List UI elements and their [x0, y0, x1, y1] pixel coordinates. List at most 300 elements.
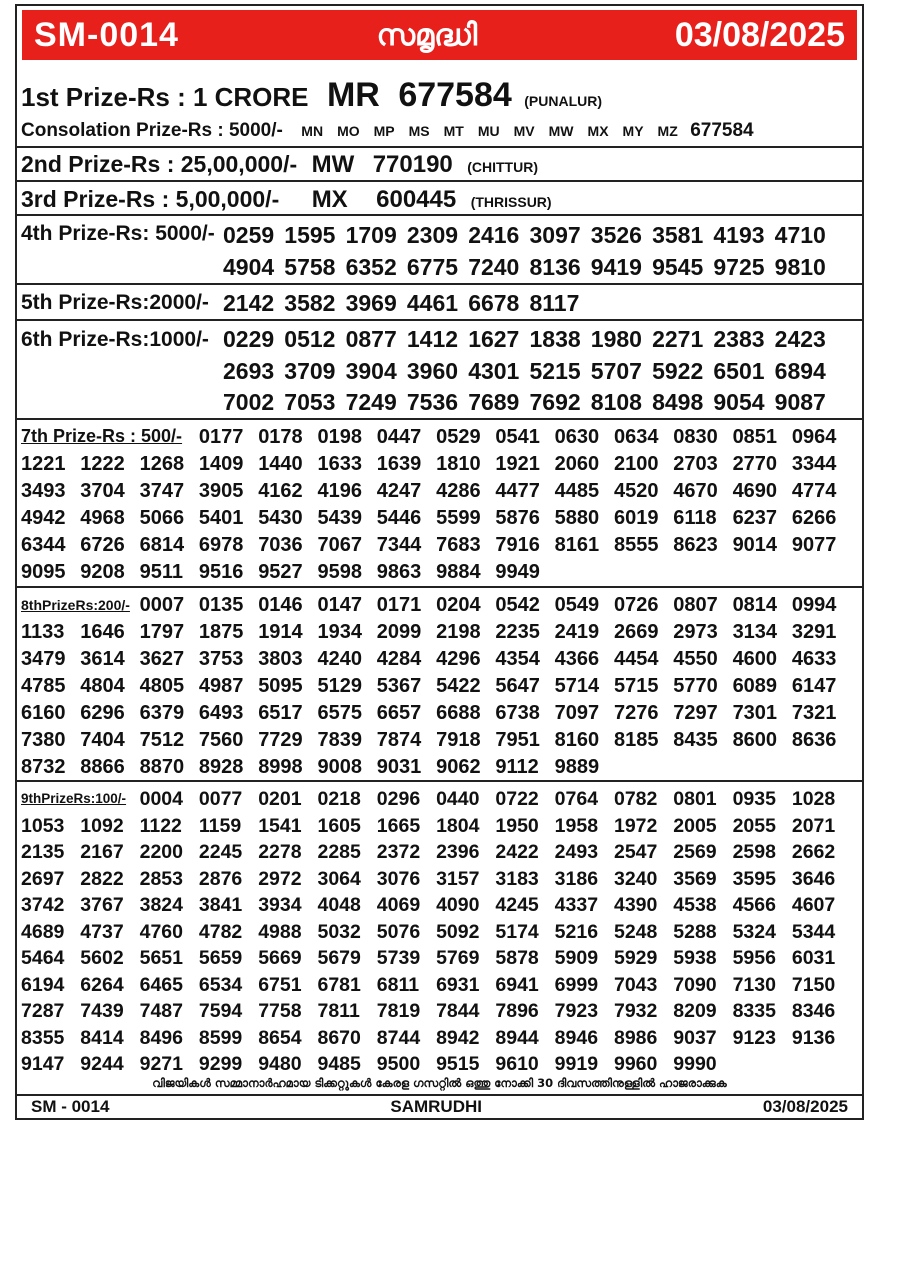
winning-number: 3157 — [436, 867, 480, 890]
winning-number: 1639 — [376, 453, 422, 475]
winning-number: 8998 — [258, 756, 303, 778]
winning-number: 5770 — [673, 675, 718, 697]
second-prize-section — [17, 148, 862, 182]
winning-number: 0004 — [139, 788, 183, 810]
first-prize-number: 677584 — [398, 76, 512, 114]
winning-number: 9884 — [436, 561, 481, 583]
consolation-series: MU — [477, 123, 500, 139]
winning-number: 4296 — [436, 648, 481, 670]
winning-number: 3747 — [139, 480, 185, 502]
winning-number: 2100 — [613, 453, 659, 475]
winning-number: 6575 — [317, 702, 362, 724]
consolation-series: MT — [443, 123, 464, 139]
consolation-row — [21, 120, 754, 142]
winning-number: 3824 — [139, 894, 183, 916]
winning-number: 2547 — [613, 841, 658, 863]
consolation-series-list — [287, 123, 677, 140]
winning-number: 8654 — [258, 1026, 302, 1049]
winning-number: 9810 — [774, 254, 826, 280]
winning-number: 3969 — [345, 290, 397, 316]
winning-number: 0807 — [673, 594, 718, 616]
winning-number: 8732 — [21, 756, 66, 778]
winning-number: 7918 — [436, 729, 481, 751]
winning-number: 5714 — [554, 675, 600, 697]
winning-number: 9062 — [436, 756, 481, 778]
winning-number: 9960 — [613, 1053, 658, 1075]
winning-number: 4390 — [613, 894, 658, 916]
winning-number: 6118 — [673, 507, 717, 529]
winning-number: 0630 — [554, 426, 600, 448]
winning-number: 3934 — [258, 894, 302, 916]
winning-number: 7923 — [554, 1000, 599, 1022]
winning-number: 8555 — [613, 534, 659, 556]
winning-number: 9147 — [21, 1053, 65, 1075]
draw-code: SM-0014 — [34, 15, 179, 54]
winning-number: 8185 — [613, 729, 659, 751]
winning-number: 8623 — [673, 534, 718, 556]
consolation-series: MX — [587, 123, 609, 139]
winning-number: 4354 — [495, 648, 540, 670]
winning-number: 0935 — [732, 788, 776, 810]
winning-number: 4048 — [317, 894, 361, 916]
winning-number: 4520 — [613, 480, 659, 502]
winning-number: 3709 — [284, 357, 336, 384]
winning-number: 7758 — [258, 1000, 302, 1022]
winning-number: 8209 — [673, 1000, 717, 1022]
winning-number: 2703 — [673, 453, 718, 475]
result-sheet — [15, 4, 864, 1120]
winning-number: 7819 — [376, 1000, 421, 1022]
winning-number: 3064 — [317, 867, 361, 890]
winning-number: 1914 — [258, 621, 303, 643]
winning-number: 4247 — [376, 480, 422, 502]
claim-note: വിജയികൾ സമ്മാനാർഹമായ ടിക്കറ്റുകൾ കേരള ഗസറ്റിൽ ഒത്തു നോക്കി 30 ദിവസത്തിനുള്ളിൽ ഹാജരാക്കുക — [152, 1076, 727, 1090]
winning-number: 2099 — [376, 621, 422, 643]
winning-number: 6160 — [21, 702, 66, 724]
winning-number: 4286 — [436, 480, 481, 502]
winning-number: 8946 — [554, 1026, 599, 1049]
winning-number: 6751 — [258, 973, 302, 996]
winning-number: 9008 — [317, 756, 362, 778]
winning-number: 5929 — [613, 947, 658, 969]
winning-number: 8944 — [495, 1026, 539, 1049]
winning-number: 6978 — [198, 534, 244, 556]
winning-number: 3344 — [791, 453, 837, 475]
winning-number: 2693 — [223, 357, 275, 384]
winning-number: 9863 — [376, 561, 422, 583]
winning-number: 5401 — [198, 507, 244, 529]
winning-number: 3905 — [198, 480, 244, 502]
consolation-series: MP — [373, 123, 395, 139]
winning-number: 2416 — [468, 222, 520, 248]
winning-number: 4337 — [554, 894, 599, 916]
lottery-name: സമൃദ്ധി — [376, 17, 478, 53]
winning-number: 7090 — [673, 973, 717, 996]
consolation-series: MV — [513, 123, 535, 139]
first-prize-place: (PUNALUR) — [524, 93, 603, 109]
winning-number: 3582 — [284, 290, 336, 316]
winning-number: 5446 — [376, 507, 422, 529]
winning-number: 4942 — [21, 507, 66, 529]
winning-number: 5174 — [495, 920, 539, 943]
winning-number: 3646 — [791, 867, 836, 890]
winning-number: 6019 — [613, 507, 659, 529]
winning-number: 3704 — [80, 480, 125, 502]
winning-number: 9123 — [732, 1026, 776, 1049]
winning-number: 8870 — [139, 756, 185, 778]
winning-number: 6726 — [80, 534, 125, 556]
winning-number: 6501 — [713, 357, 765, 384]
winning-number: 5367 — [376, 675, 422, 697]
footer-bar — [17, 1094, 862, 1118]
second-prize-label: 2nd Prize-Rs : 25,00,000/- — [21, 151, 298, 177]
winning-number: 1595 — [284, 222, 336, 248]
winning-number: 6493 — [198, 702, 244, 724]
winning-number: 3614 — [80, 648, 125, 670]
winning-number: 1053 — [21, 814, 65, 837]
winning-number: 9889 — [554, 756, 600, 778]
winning-number: 2142 — [223, 290, 275, 316]
winning-number: 7896 — [495, 1000, 539, 1022]
eighth-prize-numbers — [21, 594, 851, 783]
winning-number: 0851 — [732, 426, 778, 448]
fifth-prize-label-row — [21, 291, 209, 315]
winning-number: 5602 — [80, 947, 124, 969]
winning-number: 9014 — [732, 534, 778, 556]
winning-number: 7380 — [21, 729, 66, 751]
winning-number: 9112 — [495, 756, 539, 778]
consolation-series: MY — [622, 123, 644, 139]
fourth-prize-label: 4th Prize-Rs: 5000/- — [21, 222, 215, 245]
winning-number: 8636 — [791, 729, 837, 751]
winning-number: 3526 — [590, 222, 642, 248]
winning-number: 7874 — [376, 729, 422, 751]
winning-number: 7150 — [791, 973, 836, 996]
winning-number: 4193 — [713, 222, 765, 248]
winning-number: 7692 — [529, 389, 581, 415]
winning-number: 7321 — [791, 702, 837, 724]
winning-number: 4968 — [80, 507, 125, 529]
winning-number: 8942 — [436, 1026, 480, 1049]
winning-number: 3904 — [345, 357, 397, 384]
winning-number: 1627 — [468, 326, 520, 352]
winning-number: 7512 — [139, 729, 185, 751]
winning-number: 5659 — [198, 947, 243, 969]
winning-number: 4069 — [376, 894, 421, 916]
winning-number: 5938 — [673, 947, 717, 969]
winning-number: 1958 — [554, 814, 599, 837]
winning-number: 2569 — [673, 841, 717, 863]
winning-number: 6147 — [791, 675, 837, 697]
winning-number: 5092 — [436, 920, 480, 943]
winning-number: 0634 — [613, 426, 659, 448]
winning-number: 8928 — [198, 756, 244, 778]
winning-number: 4785 — [21, 675, 66, 697]
winning-number: 2167 — [80, 841, 124, 863]
winning-number: 8599 — [198, 1026, 243, 1049]
winning-number: 5769 — [436, 947, 480, 969]
winning-number: 0146 — [258, 594, 303, 616]
consolation-number: 677584 — [690, 120, 754, 141]
fifth-prize-section — [17, 285, 862, 321]
winning-number: 3569 — [673, 867, 717, 890]
winning-number: 6775 — [406, 254, 459, 280]
winning-number: 5599 — [436, 507, 481, 529]
winning-number: 2422 — [495, 841, 539, 863]
winning-number: 9037 — [673, 1026, 717, 1049]
winning-number: 2853 — [139, 867, 183, 890]
winning-number: 2598 — [732, 841, 776, 863]
third-prize-number: 600445 — [376, 186, 457, 213]
winning-number: 2423 — [774, 326, 826, 352]
consolation-series: MS — [408, 123, 430, 139]
winning-number: 5739 — [376, 947, 421, 969]
winning-number: 7439 — [80, 1000, 124, 1022]
winning-number: 5076 — [376, 920, 421, 943]
winning-number: 7839 — [317, 729, 362, 751]
winning-number: 1950 — [495, 814, 539, 837]
winning-number: 4538 — [673, 894, 717, 916]
winning-number: 8136 — [529, 254, 581, 280]
winning-number: 0440 — [436, 788, 480, 810]
winning-number: 7240 — [468, 254, 520, 280]
winning-number: 2396 — [436, 841, 480, 863]
winning-number: 9077 — [791, 534, 837, 556]
winning-number: 0147 — [317, 594, 362, 616]
winning-number: 3753 — [198, 648, 244, 670]
third-prize-series: MX — [311, 186, 348, 213]
winning-number: 6465 — [139, 973, 183, 996]
winning-number: 2669 — [613, 621, 659, 643]
winning-number: 6237 — [732, 507, 778, 529]
winning-number: 6344 — [21, 534, 66, 556]
winning-number: 2071 — [791, 814, 836, 837]
footer-code: SM - 0014 — [31, 1097, 110, 1116]
third-prize-label: 3rd Prize-Rs : 5,00,000/- — [21, 186, 280, 212]
winning-number: 6941 — [495, 973, 539, 996]
winning-number: 9419 — [590, 254, 642, 280]
second-prize-row — [21, 151, 538, 179]
winning-number: 3841 — [198, 894, 243, 916]
winning-number: 0529 — [436, 426, 481, 448]
first-prize-row — [21, 76, 602, 115]
winning-number: 1605 — [317, 814, 361, 837]
winning-number: 0726 — [613, 594, 659, 616]
winning-number: 9725 — [713, 254, 765, 280]
winning-number: 1092 — [80, 814, 124, 837]
winning-number: 4245 — [495, 894, 539, 916]
winning-number: 0877 — [345, 326, 397, 352]
winning-number: 7404 — [80, 729, 125, 751]
winning-number: 8496 — [139, 1026, 183, 1049]
winning-number: 3186 — [554, 867, 599, 890]
winning-number: 4804 — [80, 675, 125, 697]
winning-number: 0964 — [791, 426, 837, 448]
winning-number: 7951 — [495, 729, 540, 751]
seventh-prize-section — [17, 420, 862, 588]
winning-number: 1797 — [139, 621, 185, 643]
third-prize-place: (THRISSUR) — [470, 194, 552, 210]
winning-number: 8335 — [732, 1000, 776, 1022]
winning-number: 5651 — [139, 947, 183, 969]
winning-number: 2876 — [198, 867, 243, 890]
winning-number: 0204 — [436, 594, 481, 616]
winning-number: 9485 — [317, 1053, 361, 1075]
winning-number: 4600 — [732, 648, 778, 670]
winning-number: 9516 — [198, 561, 244, 583]
winning-number: 7067 — [317, 534, 362, 556]
footer-name: SAMRUDHI — [390, 1097, 482, 1116]
fourth-prize-numbers — [223, 222, 836, 286]
winning-number: 3076 — [376, 867, 421, 890]
winning-number: 1222 — [80, 453, 125, 475]
first-prize-series: MR — [326, 76, 380, 114]
winning-number: 4162 — [258, 480, 303, 502]
winning-number: 1838 — [529, 326, 581, 352]
winning-number: 8744 — [376, 1026, 421, 1049]
winning-number: 6517 — [258, 702, 303, 724]
winning-number: 4477 — [495, 480, 540, 502]
winning-number: 3240 — [613, 867, 658, 890]
winning-number: 6352 — [345, 254, 397, 280]
winning-number: 0782 — [613, 788, 658, 810]
fourth-prize-label-row — [21, 222, 215, 246]
winning-number: 8986 — [613, 1026, 658, 1049]
winning-number: 7130 — [732, 973, 776, 996]
second-prize-number: 770190 — [372, 151, 453, 178]
winning-number: 5876 — [495, 507, 540, 529]
winning-number: 7729 — [258, 729, 303, 751]
third-prize-section — [17, 182, 862, 216]
winning-number: 8160 — [554, 729, 600, 751]
winning-number: 8670 — [317, 1026, 361, 1049]
winning-number: 4461 — [406, 290, 459, 316]
winning-number: 2770 — [732, 453, 778, 475]
eighth-prize-label: 8thPrizeRs:200/- — [21, 597, 130, 613]
winning-number: 4904 — [223, 254, 275, 280]
winning-number: 7560 — [198, 729, 244, 751]
winning-number: 1665 — [376, 814, 421, 837]
winning-number: 0549 — [554, 594, 600, 616]
winning-number: 5324 — [732, 920, 776, 943]
winning-number: 5679 — [317, 947, 361, 969]
winning-number: 9087 — [774, 389, 826, 415]
winning-number: 7916 — [495, 534, 540, 556]
winning-number: 3097 — [529, 222, 581, 248]
winning-number: 1921 — [495, 453, 540, 475]
winning-number: 9610 — [495, 1053, 539, 1075]
winning-number: 5647 — [495, 675, 540, 697]
winning-number: 4689 — [21, 920, 65, 943]
winning-number: 0764 — [554, 788, 599, 810]
winning-number: 2419 — [554, 621, 600, 643]
first-prize-label: 1st Prize-Rs : 1 CRORE — [21, 82, 309, 112]
winning-number: 1221 — [21, 453, 66, 475]
winning-number: 2309 — [406, 222, 459, 248]
ninth-prize-numbers — [21, 788, 851, 1080]
winning-number: 0007 — [139, 594, 185, 616]
winning-number: 6781 — [317, 973, 361, 996]
winning-number: 5669 — [258, 947, 302, 969]
winning-number: 7811 — [317, 1000, 360, 1022]
winning-number: 9511 — [139, 561, 183, 583]
winning-number: 8117 — [529, 290, 580, 316]
winning-number: 0814 — [732, 594, 778, 616]
winning-number: 0542 — [495, 594, 540, 616]
winning-number: 6688 — [436, 702, 481, 724]
winning-number: 7249 — [345, 389, 397, 415]
winning-number: 8355 — [21, 1026, 65, 1049]
winning-number: 2383 — [713, 326, 765, 352]
winning-number: 4782 — [198, 920, 243, 943]
seventh-prize-numbers — [21, 426, 851, 588]
second-prize-series: MW — [311, 151, 355, 178]
winning-number: 2973 — [673, 621, 718, 643]
winning-number: 7036 — [258, 534, 303, 556]
winning-number: 3803 — [258, 648, 303, 670]
winning-number: 5216 — [554, 920, 599, 943]
winning-number: 0259 — [223, 222, 275, 248]
winning-number: 5439 — [317, 507, 362, 529]
winning-number: 7683 — [436, 534, 481, 556]
winning-number: 0177 — [198, 426, 244, 448]
winning-number: 5880 — [554, 507, 600, 529]
fifth-prize-numbers — [223, 290, 836, 322]
winning-number: 1633 — [317, 453, 362, 475]
winning-number: 6894 — [774, 357, 826, 384]
ninth-prize-label: 9thPrizeRs:100/- — [21, 791, 127, 806]
winning-number: 1804 — [436, 814, 480, 837]
winning-number: 5248 — [613, 920, 658, 943]
winning-number: 5066 — [139, 507, 185, 529]
winning-number: 8414 — [80, 1026, 124, 1049]
winning-number: 5430 — [258, 507, 303, 529]
winning-number: 2135 — [21, 841, 65, 863]
third-prize-row — [21, 186, 552, 214]
winning-number: 2278 — [258, 841, 302, 863]
winning-number: 9480 — [258, 1053, 302, 1075]
winning-number: 0229 — [223, 326, 275, 352]
winning-number: 4366 — [554, 648, 600, 670]
winning-number: 8108 — [590, 389, 642, 415]
winning-number: 9208 — [80, 561, 125, 583]
winning-number: 4550 — [673, 648, 718, 670]
winning-number: 6266 — [791, 507, 837, 529]
winning-number: 0218 — [317, 788, 361, 810]
winning-number: 4090 — [436, 894, 480, 916]
winning-number: 4633 — [791, 648, 837, 670]
winning-number: 8498 — [652, 389, 704, 415]
sixth-prize-section — [17, 321, 862, 420]
winning-number: 8346 — [791, 1000, 836, 1022]
winning-number: 9136 — [791, 1026, 836, 1049]
winning-number: 5758 — [284, 254, 336, 280]
winning-number: 9031 — [376, 756, 422, 778]
winning-number: 7844 — [436, 1000, 480, 1022]
winning-number: 8600 — [732, 729, 778, 751]
eighth-prize-section — [17, 588, 862, 782]
winning-number: 9299 — [198, 1053, 243, 1075]
fifth-prize-label: 5th Prize-Rs:2000/- — [21, 291, 209, 314]
winning-number: 6534 — [198, 973, 243, 996]
winning-number: 7487 — [139, 1000, 183, 1022]
winning-number: 4988 — [258, 920, 302, 943]
winning-number: 1028 — [791, 788, 836, 810]
winning-number: 5344 — [791, 920, 836, 943]
winning-number: 5464 — [21, 947, 65, 969]
winning-number: 4566 — [732, 894, 776, 916]
winning-number: 7344 — [376, 534, 422, 556]
